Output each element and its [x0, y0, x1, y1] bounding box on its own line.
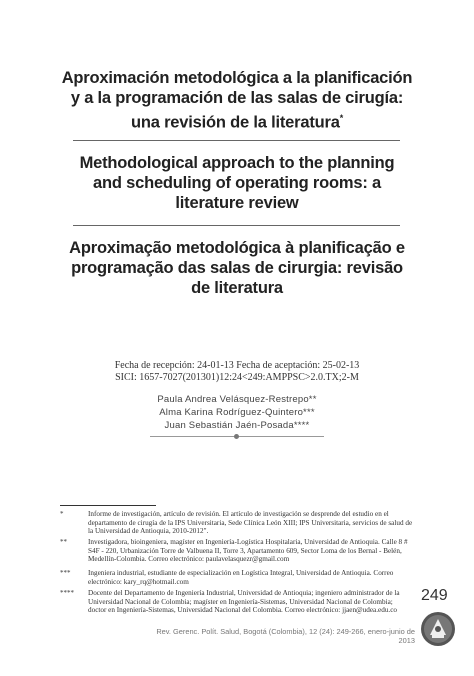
page-number: 249	[421, 587, 448, 604]
title-divider-2	[73, 225, 400, 226]
title-english-line2: and scheduling of operating rooms: a	[93, 174, 381, 192]
title-spanish	[60, 68, 414, 133]
footnote-4-mark: ****	[60, 589, 74, 597]
title-spanish-line2: y a la programación de las salas de cirugía:	[70, 89, 404, 107]
footnote-rule	[60, 505, 156, 506]
running-footer: Rev. Gerenc. Polít. Salud, Bogotá (Colombia), 12 (24): 249-266, enero-junio de 2013	[156, 627, 415, 645]
author-1: Paula Andrea Velásquez-Restrepo**	[157, 394, 317, 405]
title-english-line3: literature review	[175, 194, 299, 212]
footnote-2	[60, 538, 416, 564]
footnote-4	[60, 589, 412, 615]
title-spanish-line1: Aproximación metodológica a la planificación	[61, 69, 413, 87]
footnote-4-text: Docente del Departamento de Ingeniería Industrial, Universidad de Antioquia; ingeniero administrador de la Universidad Nacional de Colombia; magíster en Ingeniería-Sistemas, Universidad Nacional de Colombia; doctor en Ingeniería-Sistemas, Universidad Nacional del Colombia. Correo electrónico: jjaen@udea.edu.co	[88, 589, 400, 615]
title-divider-1	[73, 140, 400, 141]
title-portuguese	[60, 238, 414, 298]
title-portuguese-line3: de literatura	[191, 279, 283, 297]
footnote-1-mark: *	[60, 510, 64, 518]
footnote-1	[60, 510, 416, 536]
footnote-1-text: Informe de investigación, artículo de revisión. El artículo de investigación se desprende del estudio en el departamento de cirugía de la IPS Universitaria, Sede Clínica León XIII; IPS Universitaria, servicios de salud de la Universidad de Antioquia, 2010-2012".	[88, 510, 413, 536]
article-meta	[60, 360, 414, 384]
footnote-3	[60, 569, 416, 586]
sici-code: SICI: 1657-7027(201301)12:24<249:AMPPSC>2.0.TX;2-M	[115, 372, 359, 383]
title-portuguese-line1: Aproximação metodológica à planificação e	[69, 239, 405, 257]
title-portuguese-line2: programação das salas de cirurgia: revisão	[71, 259, 403, 277]
university-seal-icon	[420, 611, 456, 647]
footnote-3-text: Ingeniera industrial, estudiante de especialización en Logística Integral, Universidad de Antioquia. Correo electrónico: kary_rq@hotmail.com	[88, 569, 394, 586]
reception-dates: Fecha de recepción: 24-01-13 Fecha de aceptación: 25-02-13	[114, 360, 360, 371]
footnote-2-text: Investigadora, bioingeniera, magíster en Ingeniería-Logística Hospitalaria, Universidad de Antioquia. Calle 8 # S4F - 220, Urbanización Torre de Valbuena II, Torre 3, Apartamento 609, Sector Loma de los Bernal - Belén, Medellín-Colombia. Correo electrónico: paulavelasquezr@gmail.com	[88, 538, 408, 564]
ornament-dot	[234, 434, 239, 439]
author-list	[60, 393, 414, 432]
footnote-2-mark: **	[60, 538, 67, 546]
title-english-line1: Methodological approach to the planning	[79, 154, 395, 172]
author-2: Alma Karina Rodríguez-Quintero***	[159, 407, 315, 418]
title-spanish-line3: una revisión de la literatura	[130, 113, 340, 132]
title-footnote-mark: *	[339, 113, 344, 123]
footnote-3-mark: ***	[60, 569, 71, 577]
author-3: Juan Sebastián Jaén-Posada****	[164, 420, 310, 431]
title-english	[60, 153, 414, 213]
